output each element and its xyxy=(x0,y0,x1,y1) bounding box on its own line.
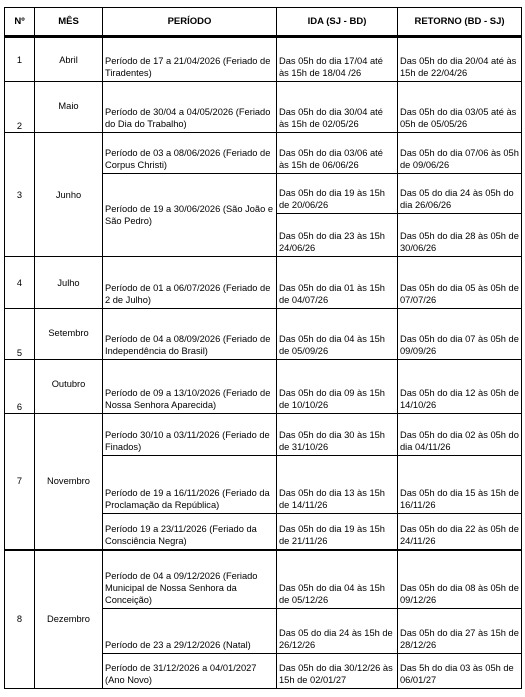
retorno-cell: Das 05h do dia 02 às 05h do dia 04/11/26 xyxy=(398,414,522,456)
header-retorno: RETORNO (BD - SJ) xyxy=(398,8,522,37)
row-number: 5 xyxy=(5,309,35,360)
ida-cell: Das 05h do dia 19 às 15h de 21/11/26 xyxy=(277,514,398,550)
period-cell: Período de 01 a 06/07/2026 (Feriado de 2 de Julho) xyxy=(103,257,277,309)
table-row xyxy=(5,133,522,174)
header-period: PERÍODO xyxy=(103,8,277,37)
ida-cell: Das 05h do dia 17/04 até às 15h de 18/04 /26 xyxy=(277,37,398,82)
header-month: MÊS xyxy=(35,8,103,37)
retorno-cell: Das 05h do dia 05 às 05h de 07/07/26 xyxy=(398,257,522,309)
retorno-cell: Das 05h do dia 08 às 05h de 09/12/26 xyxy=(398,550,522,609)
row-month: Julho xyxy=(35,257,103,309)
holiday-schedule-table xyxy=(4,7,522,689)
period-cell: Período de 31/12/2026 a 04/01/2027 (Ano Novo) xyxy=(103,654,277,689)
row-number: 4 xyxy=(5,257,35,309)
ida-cell: Das 05h do dia 23 às 15h 24/06/26 xyxy=(277,214,398,257)
ida-cell: Das 05h do dia 03/06 até às 15h de 06/06/26 xyxy=(277,133,398,174)
row-number: 1 xyxy=(5,37,35,82)
row-month: Setembro xyxy=(35,309,103,360)
period-cell: Período de 19 a 16/11/2026 (Feriado da Proclamação da República) xyxy=(103,456,277,514)
table-row xyxy=(5,82,522,133)
retorno-cell: Das 05h do dia 03/05 até às 05h de 05/05/26 xyxy=(398,82,522,133)
table-row xyxy=(5,360,522,414)
table-row xyxy=(5,309,522,360)
period-cell: Período 30/10 a 03/11/2026 (Feriado de Finados) xyxy=(103,414,277,456)
ida-cell: Das 05h do dia 04 às 15h de 05/12/26 xyxy=(277,550,398,609)
row-month: Junho xyxy=(35,133,103,257)
retorno-cell: Das 05h do dia 12 às 05h de 14/10/26 xyxy=(398,360,522,414)
row-month: Novembro xyxy=(35,414,103,550)
retorno-cell: Das 05h do dia 15 às 15h de 16/11/26 xyxy=(398,456,522,514)
ida-cell: Das 05 do dia 24 às 15h de 26/12/26 xyxy=(277,609,398,654)
table-row xyxy=(5,37,522,82)
ida-cell: Das 05h do dia 30/04 até às 15h de 02/05/26 xyxy=(277,82,398,133)
header-row xyxy=(5,8,522,37)
ida-cell: Das 05h do dia 01 às 15h de 04/07/26 xyxy=(277,257,398,309)
row-number: 3 xyxy=(5,133,35,257)
ida-cell: Das 05h do dia 09 às 15h de 10/10/26 xyxy=(277,360,398,414)
row-month: Abril xyxy=(35,37,103,82)
table-row xyxy=(5,414,522,456)
retorno-cell: Das 05h do dia 07/06 às 05h de 09/06/26 xyxy=(398,133,522,174)
row-number: 8 xyxy=(5,550,35,689)
period-cell: Período de 23 a 29/12/2026 (Natal) xyxy=(103,609,277,654)
period-cell: Período de 04 a 08/09/2026 (Feriado de Independência do Brasil) xyxy=(103,309,277,360)
retorno-cell: Das 05h do dia 20/04 até às 15h de 22/04/26 xyxy=(398,37,522,82)
ida-cell: Das 05h do dia 13 às 15h de 14/11/26 xyxy=(277,456,398,514)
retorno-cell: Das 05h do dia 27 às 15h de 28/12/26 xyxy=(398,609,522,654)
ida-cell: Das 05h do dia 30 às 15h de 31/10/26 xyxy=(277,414,398,456)
header-num: Nº xyxy=(5,8,35,37)
period-cell: Período de 17 a 21/04/2026 (Feriado de Tiradentes) xyxy=(103,37,277,82)
row-month: Dezembro xyxy=(35,550,103,689)
row-number: 6 xyxy=(5,360,35,414)
retorno-cell: Das 05h do dia 22 às 05h de 24/11/26 xyxy=(398,514,522,550)
period-cell: Período de 19 a 30/06/2026 (São João e São Pedro) xyxy=(103,174,277,257)
retorno-cell: Das 05 do dia 24 às 05h do dia 26/06/26 xyxy=(398,174,522,214)
row-month: Outubro xyxy=(35,360,103,414)
retorno-cell: Das 05h do dia 28 às 05h de 30/06/26 xyxy=(398,214,522,257)
period-cell: Período de 30/04 a 04/05/2026 (Feriado do Dia do Trabalho) xyxy=(103,82,277,133)
row-number: 7 xyxy=(5,414,35,550)
ida-cell: Das 05h do dia 04 às 15h de 05/09/26 xyxy=(277,309,398,360)
period-cell: Período 19 a 23/11/2026 (Feriado da Consciência Negra) xyxy=(103,514,277,550)
ida-cell: Das 05h do dia 30/12/26 às 15h de 02/01/27 xyxy=(277,654,398,689)
ida-cell: Das 05h do dia 19 às 15h de 20/06/26 xyxy=(277,174,398,214)
table-row xyxy=(5,257,522,309)
period-cell: Período de 03 a 08/06/2026 (Feriado de Corpus Christi) xyxy=(103,133,277,174)
header-ida: IDA (SJ - BD) xyxy=(277,8,398,37)
table-row xyxy=(5,550,522,609)
retorno-cell: Das 05h do dia 07 às 05h de 09/09/26 xyxy=(398,309,522,360)
period-cell: Período de 04 a 09/12/2026 (Feriado Municipal de Nossa Senhora da Conceição) xyxy=(103,550,277,609)
period-cell: Período de 09 a 13/10/2026 (Feriado de Nossa Senhora Aparecida) xyxy=(103,360,277,414)
row-number: 2 xyxy=(5,82,35,133)
row-month: Maio xyxy=(35,82,103,133)
retorno-cell: Das 5h do dia 03 às 05h de 06/01/27 xyxy=(398,654,522,689)
